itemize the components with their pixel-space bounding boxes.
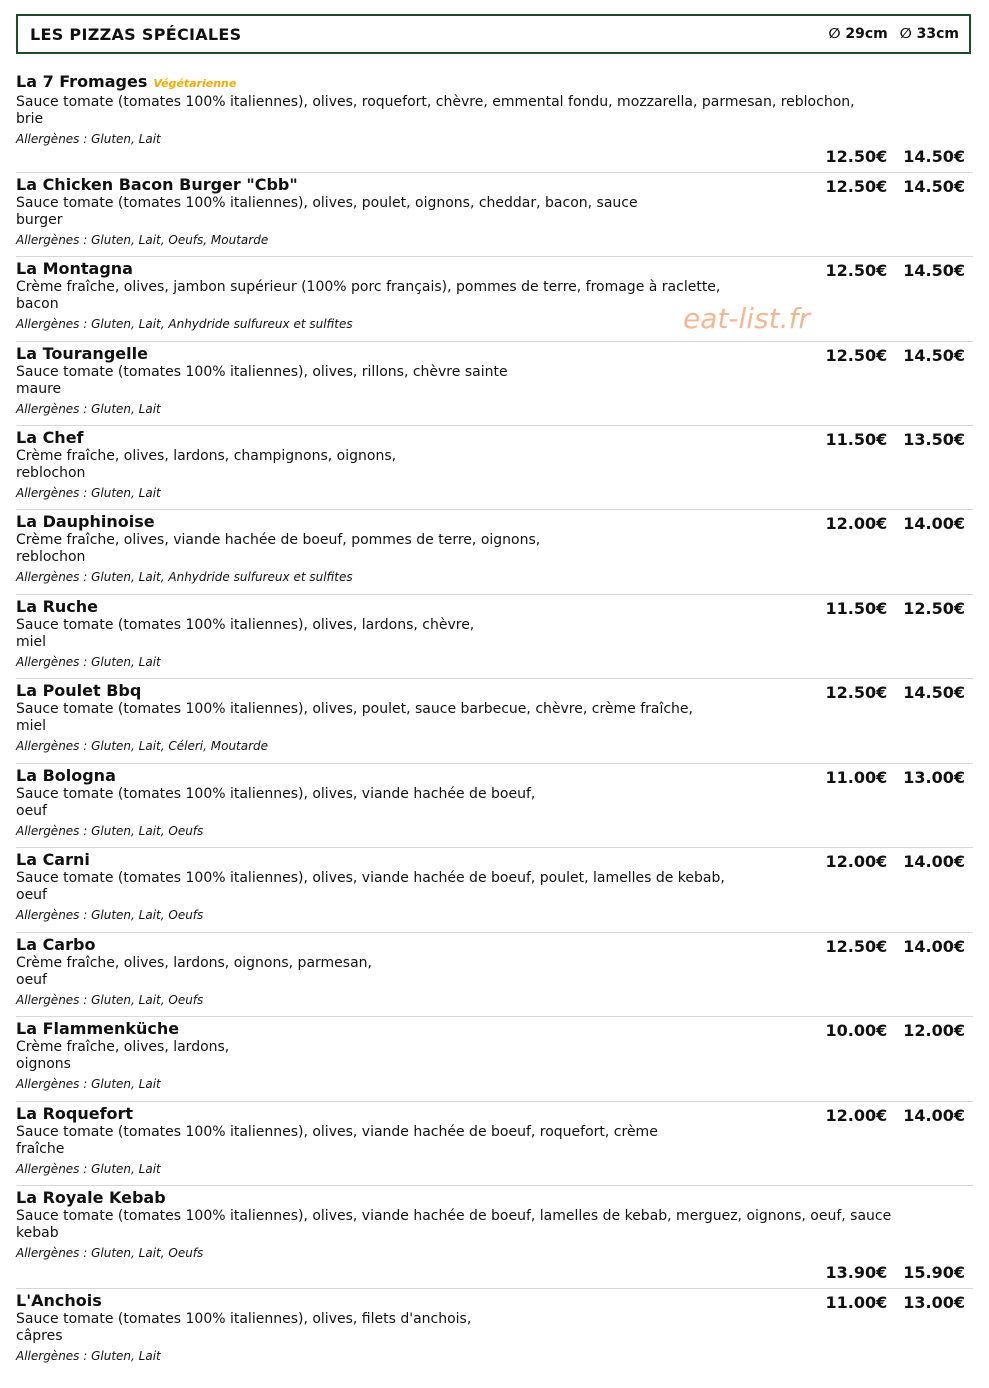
price-33cm: 15.90€: [903, 1263, 965, 1282]
item-prices: [826, 1293, 966, 1312]
menu-item: [16, 933, 973, 1017]
price-33cm: 14.00€: [903, 1106, 965, 1125]
price-33cm: 14.50€: [903, 683, 965, 702]
price-33cm: 14.50€: [903, 147, 965, 166]
item-name: La Montagna: [16, 259, 133, 278]
price-29cm: 10.00€: [825, 1021, 888, 1040]
price-29cm: 12.50€: [825, 177, 888, 196]
item-allergens: Allergènes : Gluten, Lait, Oeufs: [16, 1246, 204, 1260]
item-prices: [826, 852, 966, 871]
price-33cm: 14.00€: [903, 852, 965, 871]
item-name: La Royale Kebab: [16, 1188, 166, 1207]
price-29cm: 11.00€: [825, 1293, 888, 1312]
price-29cm: 11.50€: [825, 430, 888, 449]
menu-item: [16, 764, 973, 848]
price-29cm: 12.00€: [825, 514, 888, 533]
item-description: Sauce tomate (tomates 100% italiennes), olives, viande hachée de boeuf, oeuf: [16, 786, 536, 819]
price-29cm: 12.50€: [825, 937, 888, 956]
item-allergens: Allergènes : Gluten, Lait: [16, 1077, 161, 1091]
menu-item: [16, 1289, 973, 1379]
item-name: La 7 Fromages: [16, 72, 148, 91]
item-description: Sauce tomate (tomates 100% italiennes), olives, filets d'anchois, câpres: [16, 1311, 472, 1344]
item-description: Sauce tomate (tomates 100% italiennes), olives, rillons, chèvre sainte maure: [16, 364, 508, 397]
price-33cm: 14.50€: [903, 261, 965, 280]
item-description: Crème fraîche, olives, viande hachée de boeuf, pommes de terre, oignons, reblochon: [16, 532, 541, 565]
item-allergens: Allergènes : Gluten, Lait, Anhydride sulfureux et sulfites: [16, 317, 353, 331]
watermark: eat-list.fr: [683, 302, 810, 335]
item-description: Crème fraîche, olives, jambon supérieur (100% porc français), pommes de terre, fromage à raclette, bacon: [16, 279, 721, 312]
item-name: La Ruche: [16, 597, 98, 616]
item-name: La Tourangelle: [16, 344, 148, 363]
item-name-line: [16, 72, 973, 94]
item-allergens: Allergènes : Gluten, Lait: [16, 486, 161, 500]
item-allergens: Allergènes : Gluten, Lait: [16, 655, 161, 669]
item-description: Sauce tomate (tomates 100% italiennes), olives, viande hachée de boeuf, poulet, lamelles de kebab, oeuf: [16, 870, 725, 903]
item-prices: [826, 514, 966, 533]
size-29-label: ∅ 29cm: [828, 26, 888, 42]
price-29cm: 11.50€: [825, 599, 888, 618]
menu-item: [16, 342, 973, 426]
menu-item: [16, 1102, 973, 1186]
item-allergens: Allergènes : Gluten, Lait, Oeufs, Moutarde: [16, 233, 269, 247]
item-prices: [826, 346, 966, 365]
price-29cm: 13.90€: [825, 1263, 888, 1282]
item-description: Crème fraîche, olives, lardons, oignons, parmesan, oeuf: [16, 955, 372, 988]
item-name: La Chicken Bacon Burger "Cbb": [16, 175, 298, 194]
item-description: Crème fraîche, olives, lardons, oignons: [16, 1039, 230, 1072]
size-33-label: ∅ 33cm: [899, 26, 959, 42]
menu-item: [16, 173, 973, 257]
price-33cm: 14.50€: [903, 346, 965, 365]
price-29cm: 12.50€: [825, 683, 888, 702]
item-prices: [826, 1263, 966, 1282]
menu-item: [16, 426, 973, 510]
size-columns: [829, 26, 959, 42]
menu-item: [16, 257, 973, 342]
menu-item: [16, 679, 973, 764]
item-prices: [826, 768, 966, 787]
item-allergens: Allergènes : Gluten, Lait: [16, 132, 161, 146]
item-prices: [826, 937, 966, 956]
price-33cm: 13.50€: [903, 430, 965, 449]
item-name: La Roquefort: [16, 1104, 134, 1123]
menu-item: [16, 70, 973, 173]
item-prices: [826, 599, 966, 618]
menu-item: [16, 1017, 973, 1102]
item-description: Sauce tomate (tomates 100% italiennes), olives, poulet, oignons, cheddar, bacon, sauce burger: [16, 195, 638, 228]
item-name: La Chef: [16, 428, 84, 447]
price-29cm: 12.50€: [825, 261, 888, 280]
price-29cm: 11.00€: [825, 768, 888, 787]
item-description: Sauce tomate (tomates 100% italiennes), olives, viande hachée de boeuf, roquefort, crème fraîche: [16, 1124, 658, 1157]
item-description: Sauce tomate (tomates 100% italiennes), olives, roquefort, chèvre, emmental fondu, mozzarella, parmesan, reblochon, brie: [16, 94, 855, 127]
price-33cm: 14.00€: [903, 937, 965, 956]
item-prices: [826, 177, 966, 196]
price-33cm: 14.50€: [903, 177, 965, 196]
item-prices: [826, 683, 966, 702]
section-header: [16, 14, 971, 54]
item-description: Sauce tomate (tomates 100% italiennes), olives, poulet, sauce barbecue, chèvre, crème fraîche, miel: [16, 701, 693, 734]
item-name: La Poulet Bbq: [16, 681, 142, 700]
price-33cm: 14.00€: [903, 514, 965, 533]
pizza-list: [16, 70, 973, 1379]
price-33cm: 13.00€: [903, 1293, 965, 1312]
item-name: La Bologna: [16, 766, 116, 785]
price-29cm: 12.00€: [825, 1106, 888, 1125]
item-name: La Dauphinoise: [16, 512, 155, 531]
price-29cm: 12.00€: [825, 852, 888, 871]
item-allergens: Allergènes : Gluten, Lait, Oeufs: [16, 824, 204, 838]
price-33cm: 13.00€: [903, 768, 965, 787]
item-allergens: Allergènes : Gluten, Lait, Céleri, Moutarde: [16, 739, 269, 753]
menu-item: [16, 1186, 973, 1289]
price-29cm: 12.50€: [825, 147, 888, 166]
price-33cm: 12.00€: [903, 1021, 965, 1040]
item-name: La Flammenküche: [16, 1019, 180, 1038]
item-description: Sauce tomate (tomates 100% italiennes), olives, lardons, chèvre, miel: [16, 617, 475, 650]
item-description: Crème fraîche, olives, lardons, champignons, oignons, reblochon: [16, 448, 397, 481]
menu-item: [16, 595, 973, 679]
price-33cm: 12.50€: [903, 599, 965, 618]
item-allergens: Allergènes : Gluten, Lait, Oeufs: [16, 993, 204, 1007]
item-name: La Carbo: [16, 935, 96, 954]
item-name: La Carni: [16, 850, 90, 869]
vegetarian-tag: Végétarienne: [153, 77, 237, 90]
item-allergens: Allergènes : Gluten, Lait: [16, 1162, 161, 1176]
item-prices: [826, 1106, 966, 1125]
item-prices: [826, 261, 966, 280]
menu-item: [16, 848, 973, 933]
price-29cm: 12.50€: [825, 346, 888, 365]
item-prices: [826, 1021, 966, 1040]
item-name: L'Anchois: [16, 1291, 102, 1310]
item-allergens: Allergènes : Gluten, Lait, Anhydride sulfureux et sulfites: [16, 570, 353, 584]
section-title: LES PIZZAS SPÉCIALES: [30, 24, 242, 44]
item-name-line: [16, 1188, 973, 1208]
item-prices: [826, 147, 966, 166]
menu-item: [16, 510, 973, 595]
item-description: Sauce tomate (tomates 100% italiennes), olives, viande hachée de boeuf, lamelles de kebab, merguez, oignons, oeuf, sauce kebab: [16, 1208, 892, 1241]
item-allergens: Allergènes : Gluten, Lait: [16, 402, 161, 416]
item-allergens: Allergènes : Gluten, Lait, Oeufs: [16, 908, 204, 922]
item-prices: [826, 430, 966, 449]
item-allergens: Allergènes : Gluten, Lait: [16, 1349, 161, 1363]
